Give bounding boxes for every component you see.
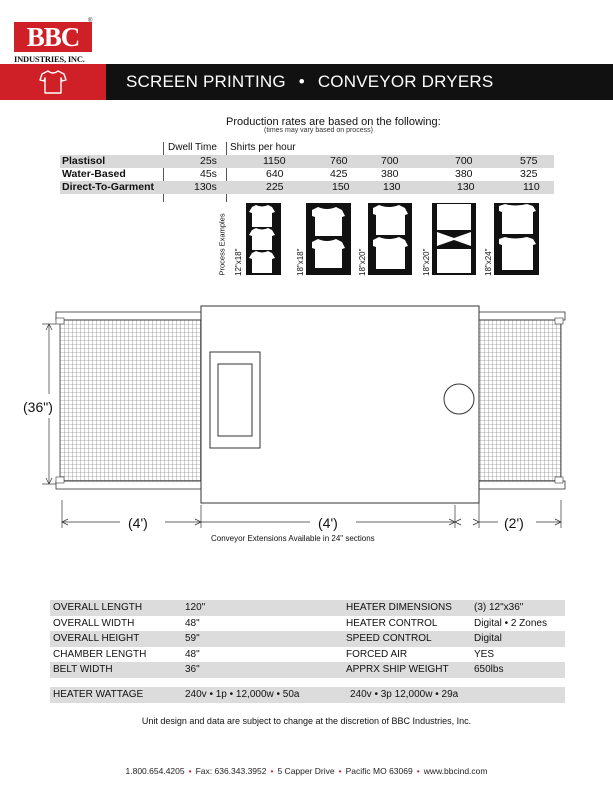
footer-website[interactable]: www.bbcind.com [423,766,488,776]
spec-value: Digital • 2 Zones [474,617,547,629]
right-extension-label: (2') [504,515,524,531]
rate-value: 1150 [263,155,286,167]
dwell-time: 25s [200,155,217,167]
footer-fax: Fax: 636.343.3952 [195,766,267,776]
conveyor-dryer-diagram [0,300,613,550]
banner-title-right: CONVEYOR DRYERS [317,72,494,91]
rate-value: 130 [383,181,401,193]
spec-key: BELT WIDTH [53,664,113,675]
specifications-table [50,600,565,678]
rate-value: 380 [455,168,473,180]
spec-key: APPRX SHIP WEIGHT [346,664,449,675]
spec-key: SPEED CONTROL [346,633,432,644]
footer-phone: 1.800.654.4205 [125,766,185,776]
spec-key: OVERALL HEIGHT [53,633,140,644]
spec-row [50,662,565,678]
process-example-18x18 [306,203,351,275]
heater-wattage-label: HEATER WATTAGE [53,689,144,700]
rates-subtitle: (times may vary based on process) [264,127,373,134]
footer-separator: • [188,766,192,776]
logo-text: BBC [26,21,80,52]
spec-value: YES [474,648,495,660]
process-size-label: 18"x20" [422,248,431,276]
dwell-time-header: Dwell Time [168,142,217,153]
banner-title-left: SCREEN PRINTING [126,72,286,91]
footer-address: 5 Capper Drive [277,766,335,776]
rate-value: 760 [330,155,348,167]
spec-key: HEATER CONTROL [346,617,438,629]
process-examples [0,0,613,300]
left-conveyor-belt [56,312,201,489]
process-example-18x20-alt [432,203,476,275]
spec-row [50,647,565,663]
process-example-18x24 [494,203,539,275]
dwell-time: 130s [194,181,217,193]
trademark-symbol: ® [88,18,93,24]
rate-value: 150 [332,181,350,193]
footer-separator: • [338,766,342,776]
left-extension-label: (4') [128,515,148,531]
rates-title: Production rates are based on the following: [226,116,441,128]
process-size-label: 18"x18" [296,248,305,276]
rate-value: 110 [523,181,540,193]
process-size-label: 12"x18" [234,248,243,276]
rate-value: 380 [381,168,399,180]
heater-wattage-three-phase: 240v • 3p 12,000w • 29a [350,689,459,700]
process-name: Plastisol [62,155,106,167]
heating-chamber [201,306,479,503]
shirts-per-hour-header: Shirts per hour [230,142,296,153]
rate-value: 575 [520,155,538,167]
spec-key: OVERALL WIDTH [53,617,135,629]
dwell-time: 45s [200,168,217,180]
process-size-label: 18"x20" [358,248,367,276]
right-conveyor-belt [479,312,565,489]
footer-separator: • [416,766,420,776]
spec-key: FORCED AIR [346,648,408,660]
width-dimension-label: (36") [23,399,53,415]
spec-value: 36" [185,664,200,675]
process-name: Water-Based [62,168,126,180]
rate-value: 130 [457,181,475,193]
spec-row [50,631,565,647]
footer-city: Pacific MO 63069 [345,766,413,776]
company-name: INDUSTRIES, INC. [14,54,85,64]
rate-value: 225 [266,181,284,193]
process-name: Direct-To-Garment [62,181,154,193]
spec-value: (3) 12"x36" [474,602,524,613]
spec-value: 48" [185,617,200,629]
process-examples-text: Process Examples [217,213,227,276]
spec-value: Digital [474,633,502,644]
spec-key: HEATER DIMENSIONS [346,602,452,613]
footer-contact [0,766,613,776]
process-example-12x18 [246,203,281,275]
heater-wattage-single-phase: 240v • 1p • 12,000w • 50a [185,689,300,700]
spec-value: 650lbs [474,664,504,675]
rate-value: 325 [520,168,538,180]
disclaimer: Unit design and data are subject to change at the discretion of BBC Industries, Inc. [141,716,472,726]
spec-value: 59" [185,633,200,644]
rate-value: 700 [455,155,473,167]
spec-row [50,600,565,616]
spec-value: 120" [185,602,206,613]
footer-separator: • [270,766,274,776]
banner-separator: • [298,72,305,91]
heater-wattage-row [50,687,565,703]
process-size-label: 18"x24" [484,248,493,276]
extensions-note: Conveyor Extensions Available in 24" sections [211,534,375,543]
chamber-length-label: (4') [318,515,338,531]
rate-value: 425 [330,168,348,180]
spec-key: CHAMBER LENGTH [53,648,147,660]
spec-value: 48" [185,648,200,660]
rate-value: 700 [381,155,399,167]
process-example-18x20 [368,203,412,275]
spec-row [50,616,565,632]
spec-key: OVERALL LENGTH [53,602,143,613]
rate-value: 640 [266,168,284,180]
